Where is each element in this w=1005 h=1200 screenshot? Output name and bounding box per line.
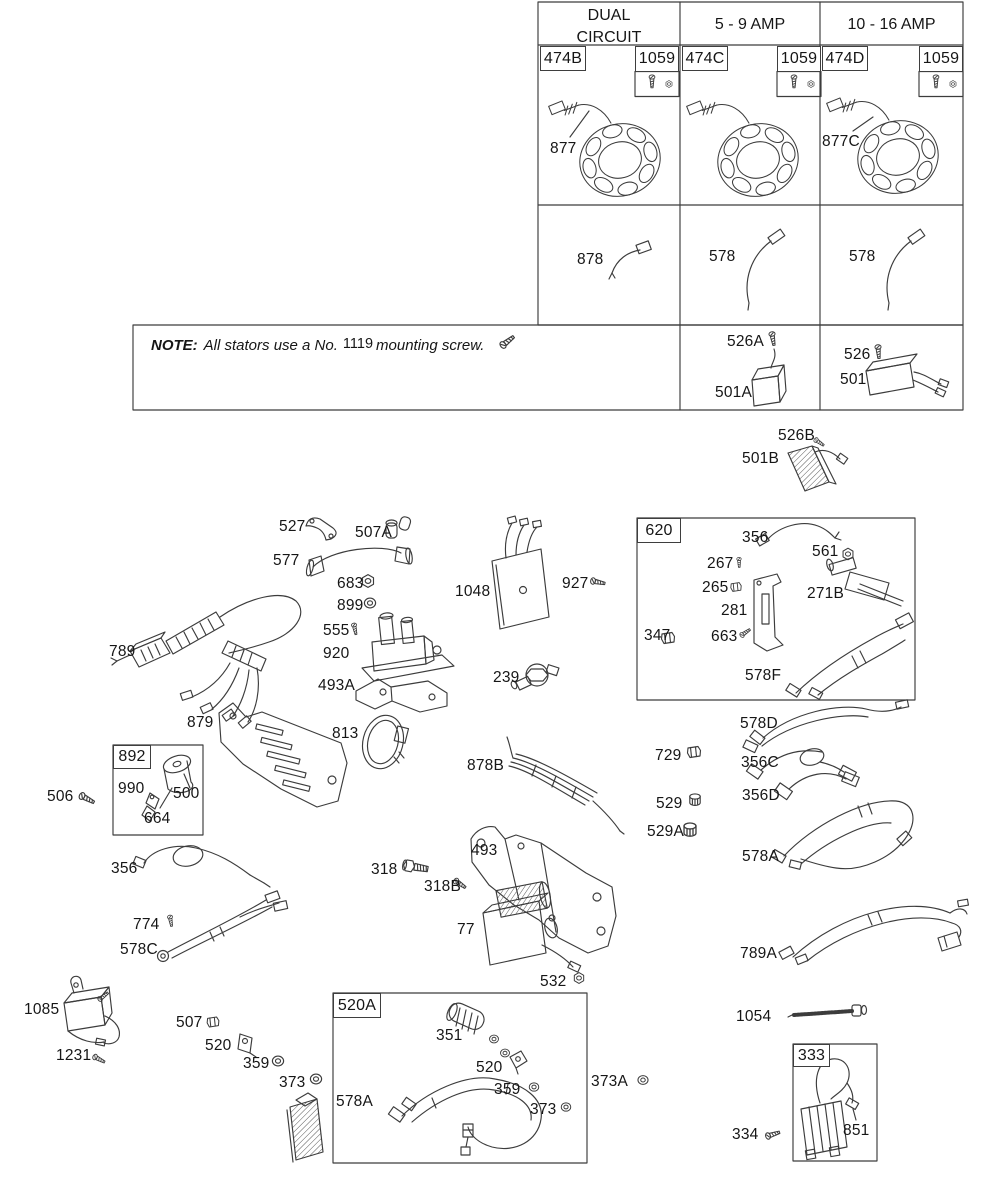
part-label-1059: 1059	[919, 46, 963, 72]
part-label-474c: 474C	[682, 46, 728, 71]
washer-899	[364, 598, 375, 608]
part-label-927: 927	[562, 575, 589, 592]
part-label-578a: 578A	[742, 848, 779, 865]
part-label-501: 501	[840, 371, 867, 388]
part-label-1059: 1059	[635, 46, 679, 72]
nut-532	[574, 973, 583, 984]
clip-507	[207, 1017, 219, 1027]
note-suffix: mounting screw.	[376, 337, 485, 354]
stator-note	[151, 337, 484, 354]
harness-578c	[158, 891, 288, 962]
screw-663	[739, 627, 751, 638]
cover-unlabeled	[287, 1093, 323, 1162]
part-label-1048: 1048	[455, 583, 491, 600]
part-label-493a: 493A	[318, 677, 355, 694]
part-label-507a: 507A	[355, 524, 392, 541]
part-label-526b: 526B	[778, 427, 815, 444]
part-label-373: 373	[530, 1101, 557, 1118]
solenoid-920	[362, 612, 454, 681]
ignition-armature-333	[801, 1059, 859, 1160]
screw-526b-regulator-501b	[788, 437, 848, 491]
diode-1085	[64, 976, 119, 1046]
part-label-920: 920	[323, 645, 350, 662]
washer-373-outer	[310, 1074, 321, 1084]
part-label-520a: 520A	[333, 993, 381, 1018]
part-label-359: 359	[494, 1081, 521, 1098]
part-label-555: 555	[323, 622, 350, 639]
part-label-578c: 578C	[120, 941, 158, 958]
part-label-281: 281	[721, 602, 748, 619]
screw-774	[167, 915, 174, 927]
wire-578-drawing-10-16	[887, 229, 925, 310]
part-label-356: 356	[742, 529, 769, 546]
part-label-683: 683	[337, 575, 364, 592]
note-prefix: NOTE:	[151, 337, 198, 354]
wire-878-drawing	[609, 241, 651, 279]
washer-520a-2	[501, 1049, 510, 1057]
screw-334	[765, 1129, 781, 1140]
module-1048	[492, 516, 549, 629]
part-label-501b: 501B	[742, 450, 779, 467]
part-label-774: 774	[133, 916, 160, 933]
part-label-239: 239	[493, 669, 520, 686]
part-label-333: 333	[793, 1044, 830, 1067]
column-header-10-16-amp: 10 - 16 AMP	[847, 16, 936, 33]
part-label-892: 892	[113, 745, 151, 769]
screw-526-regulator-501	[866, 345, 949, 397]
clamp-813	[357, 711, 409, 773]
part-label-506: 506	[47, 788, 74, 805]
washer-520a-1	[490, 1035, 499, 1043]
bracket-493a	[356, 679, 447, 712]
part-label-664: 664	[144, 810, 171, 827]
part-label-334: 334	[732, 1126, 759, 1143]
note-screw-number: 1119	[342, 336, 374, 352]
part-label-318b: 318B	[424, 878, 461, 895]
clamp-527	[306, 518, 336, 540]
part-label-318: 318	[371, 861, 398, 878]
part-label-789a: 789A	[740, 945, 777, 962]
part-label-356c: 356C	[741, 754, 779, 771]
part-label-878b: 878B	[467, 757, 504, 774]
harness-578a-right	[771, 801, 913, 869]
column-header-dual-circuit	[538, 5, 680, 48]
nut-683	[363, 575, 374, 588]
part-label-507: 507	[176, 1014, 203, 1031]
part-label-877c: 877C	[822, 133, 860, 150]
part-label-267: 267	[707, 555, 734, 572]
wire-356-left	[133, 843, 270, 887]
part-label-520: 520	[205, 1037, 232, 1054]
part-label-578f: 578F	[745, 667, 782, 684]
part-label-526: 526	[844, 346, 871, 363]
part-label-813: 813	[332, 725, 359, 742]
part-label-851: 851	[843, 1122, 870, 1139]
part-label-520: 520	[476, 1059, 503, 1076]
screw-506	[78, 792, 96, 806]
part-label-1085: 1085	[24, 1001, 60, 1018]
part-label-1059: 1059	[777, 46, 821, 72]
grommet-529	[690, 794, 700, 806]
part-label-899: 899	[337, 597, 364, 614]
part-label-729: 729	[655, 747, 682, 764]
heat-shield-879	[219, 703, 347, 807]
screw-267	[737, 557, 742, 567]
part-label-356: 356	[111, 860, 138, 877]
note-body: All stators use a No.	[203, 337, 338, 354]
part-label-347: 347	[644, 627, 671, 644]
washer-359-inner	[529, 1083, 539, 1091]
clip-729	[688, 747, 701, 758]
part-label-527: 527	[279, 518, 306, 535]
bolt-318	[402, 859, 429, 874]
part-label-578d: 578D	[740, 715, 778, 732]
screw-555	[351, 623, 358, 635]
part-label-373: 373	[279, 1074, 306, 1091]
part-label-373a: 373A	[591, 1073, 628, 1090]
part-label-500: 500	[173, 785, 200, 802]
harness-578f	[786, 613, 914, 700]
part-label-359: 359	[243, 1055, 270, 1072]
washer-373a	[638, 1076, 648, 1085]
harness-789	[111, 596, 301, 729]
harness-878b	[507, 737, 624, 834]
part-label-271b: 271B	[807, 585, 844, 602]
part-label-663: 663	[711, 628, 738, 645]
part-label-532: 532	[540, 973, 567, 990]
part-label-578: 578	[849, 248, 876, 265]
part-label-474b: 474B	[540, 46, 586, 71]
part-label-493: 493	[471, 842, 498, 859]
part-label-990: 990	[118, 780, 145, 797]
part-label-351: 351	[436, 1027, 463, 1044]
column-header-5-9-amp: 5 - 9 AMP	[714, 16, 786, 33]
column-header-dual-line1: DUAL	[587, 7, 631, 24]
column-header-dual-line2: CIRCUIT	[576, 28, 642, 46]
part-label-620: 620	[637, 518, 681, 543]
part-label-578: 578	[709, 248, 736, 265]
part-label-877: 877	[550, 140, 577, 157]
clip-265	[731, 583, 741, 592]
part-label-474d: 474D	[822, 46, 868, 71]
part-label-1231: 1231	[56, 1047, 92, 1064]
part-label-529a: 529A	[647, 823, 684, 840]
part-label-878: 878	[577, 251, 604, 268]
wire-356d	[774, 772, 859, 800]
part-label-879: 879	[187, 714, 214, 731]
part-label-789: 789	[109, 643, 136, 660]
screw-1054	[788, 1005, 867, 1017]
part-label-529: 529	[656, 795, 683, 812]
solenoid-77	[483, 881, 581, 972]
washer-373-inner	[561, 1103, 571, 1111]
part-label-526a: 526A	[727, 333, 764, 350]
wire-578-drawing-5-9	[747, 229, 785, 310]
screw-927	[590, 577, 606, 586]
part-label-577: 577	[273, 552, 300, 569]
bracket-520-outer	[238, 1034, 256, 1057]
part-label-501a: 501A	[715, 384, 752, 401]
part-label-265: 265	[702, 579, 729, 596]
part-label-578a: 578A	[336, 1093, 373, 1110]
screw-1231	[92, 1053, 106, 1064]
part-label-77: 77	[457, 921, 475, 938]
grommet-529a	[684, 823, 696, 836]
stator-5-9amp-drawing	[687, 101, 807, 205]
jumper-wire-577	[305, 547, 413, 577]
part-label-1054: 1054	[736, 1008, 772, 1025]
part-label-561: 561	[812, 543, 839, 560]
washer-359-outer	[272, 1056, 283, 1066]
mounting-kit-icons	[649, 75, 956, 88]
bracket-281	[754, 574, 783, 651]
part-label-356d: 356D	[742, 787, 780, 804]
note-screw-icon	[499, 334, 516, 350]
bracket-520-inner	[510, 1051, 527, 1074]
harness-789a	[779, 899, 969, 964]
